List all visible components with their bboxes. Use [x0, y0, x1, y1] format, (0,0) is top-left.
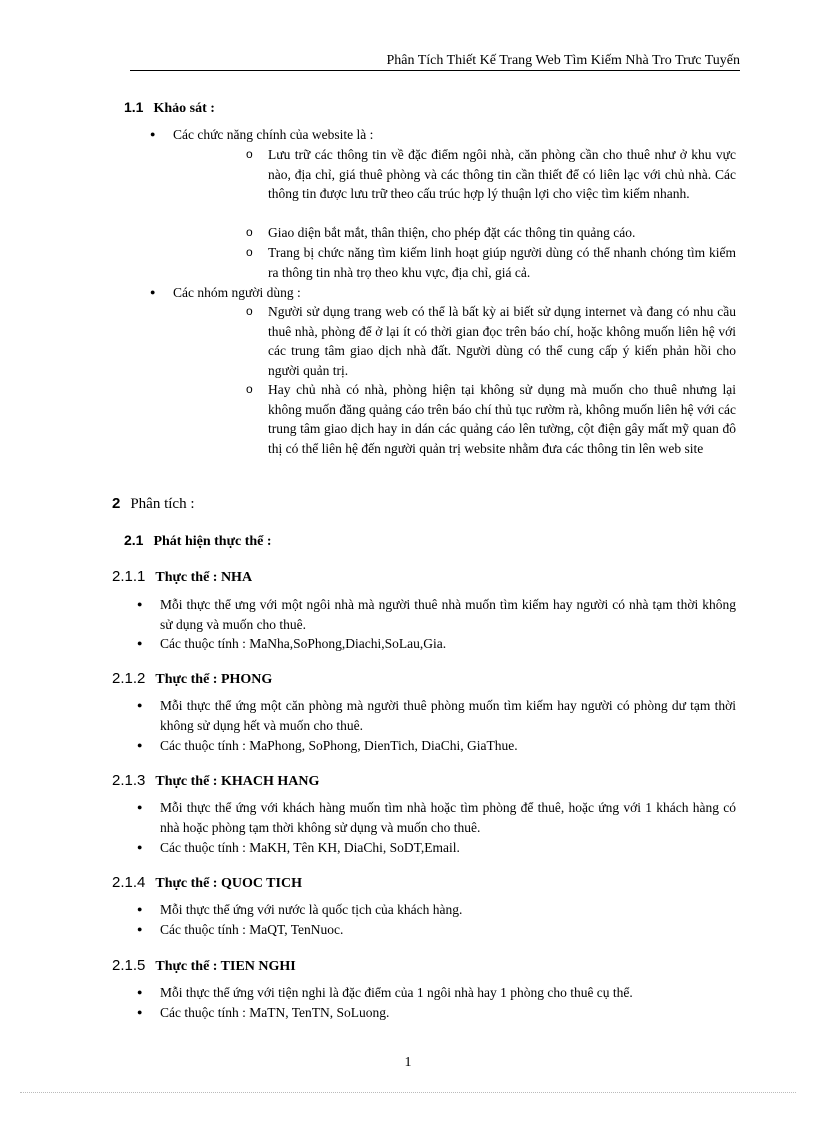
entity-title: Thực thể : PHONG — [155, 672, 273, 687]
entity-number: 2.1.1 — [112, 568, 146, 585]
section-1-1-heading — [124, 99, 215, 117]
entity-number: 2.1.5 — [112, 957, 146, 974]
section-number: 2.1 — [124, 532, 144, 548]
sub-item: o Giao diện bắt mắt, thân thiện, cho phép đặt các thông tin quảng cáo. — [268, 223, 736, 243]
section-number: 2 — [112, 495, 121, 512]
entity-heading — [112, 670, 272, 688]
section-2-heading — [112, 495, 195, 513]
entity-title: Thực thể : KHACH HANG — [155, 774, 320, 789]
entity-title: Thực thể : QUOC TICH — [155, 876, 302, 891]
section-2-1-heading — [124, 532, 272, 550]
entity-heading — [112, 874, 302, 892]
entity-number: 2.1.3 — [112, 772, 146, 789]
entity-heading — [112, 957, 296, 975]
sub-item: o Hay chủ nhà có nhà, phòng hiện tại không sử dụng mà muốn cho thuê nhưng lại không muốn đăng quảng cáo trên báo chí thủ tục rườm rà, không muốn liên hệ với các trung tâm giao dịch hay in dán các quảng cáo lên tường, cột điện gây mất mỹ quan đô thị có thể liên hệ đến người quản trị website nhằm đưa các thông tin lên web site — [268, 380, 736, 458]
entity-description: ● Mỗi thực thể ứng với tiện nghi là đặc điểm của 1 ngôi nhà hay 1 phòng cho thuê cụ thể. — [160, 983, 736, 1003]
entity-attributes: ● Các thuộc tính : MaNha,SoPhong,Diachi,SoLau,Gia. — [160, 634, 736, 654]
entity-description: ● Mỗi thực thể ứng với khách hàng muốn tìm nhà hoặc tìm phòng để thuê, hoặc ứng với 1 khách hàng có nhà hoặc phòng tạm thời không sử dụng và muốn cho thuê. — [160, 798, 736, 837]
entity-attributes: ● Các thuộc tính : MaTN, TenTN, SoLuong. — [160, 1003, 736, 1023]
entity-number: 2.1.4 — [112, 874, 146, 891]
page-bottom-divider — [20, 1092, 796, 1093]
section-title: Khảo sát : — [153, 101, 215, 116]
entity-title: Thực thể : NHA — [155, 570, 253, 585]
sub-item: o Lưu trữ các thông tin về đặc điểm ngôi nhà, căn phòng cần cho thuê như ở khu vực nào, địa chỉ, giá thuê phòng và các thông tin cần thiết để có liên lạc với chủ nhà. Các thông tin được lưu trữ theo cấu trúc hợp lý thuận lợi cho việc tìm kiếm nhanh. — [268, 145, 736, 204]
page-header: Phân Tích Thiết Kế Trang Web Tìm Kiếm Nhà Tro Trưc Tuyến — [130, 52, 740, 71]
entity-attributes: ● Các thuộc tính : MaPhong, SoPhong, DienTich, DiaChi, GiaThue. — [160, 736, 736, 756]
entity-description: ● Mỗi thực thể ưng với một ngôi nhà mà người thuê nhà muốn tìm kiếm hay người có nhà tạm thời không sử dụng và muốn cho thuê. — [160, 595, 736, 634]
entity-title: Thực thể : TIEN NGHI — [155, 959, 296, 974]
bullet-user-groups: ● Các nhóm người dùng : — [173, 283, 733, 303]
entity-attributes: ● Các thuộc tính : MaKH, Tên KH, DiaChi, SoDT,Email. — [160, 838, 736, 858]
section-number: 1.1 — [124, 99, 144, 115]
section-title: Phân tích : — [130, 496, 195, 512]
sub-item: o Trang bị chức năng tìm kiếm linh hoạt giúp người dùng có thể nhanh chóng tìm kiếm ra thông tin nhà trọ theo khu vực, địa chỉ, giá cả. — [268, 243, 736, 282]
entity-description: ● Mỗi thực thể ứng với nước là quốc tịch của khách hàng. — [160, 900, 736, 920]
bullet-functions: ● Các chức năng chính của website là : — [173, 125, 733, 145]
page-number: 1 — [404, 1055, 412, 1070]
entity-description: ● Mỗi thực thể ứng một căn phòng mà người thuê phòng muốn tìm kiếm hay người có phòng dư tạm thời không sử dụng hết và muốn cho thuê. — [160, 696, 736, 735]
entity-attributes: ● Các thuộc tính : MaQT, TenNuoc. — [160, 920, 736, 940]
entity-number: 2.1.2 — [112, 670, 146, 687]
entity-heading — [112, 772, 319, 790]
sub-item: o Người sử dụng trang web có thể là bất kỳ ai biết sử dụng internet và đang có nhu cầu thuê nhà, phòng để ở lại ít có thời gian đọc trên báo chí, hoặc không muốn liên hệ với các trung tâm giao dịch nhà đất. Người dùng có thể cung cấp ý kiến phản hồi cho người quản trị. — [268, 302, 736, 380]
entity-heading — [112, 568, 252, 586]
section-title: Phát hiện thực thể : — [153, 534, 272, 549]
